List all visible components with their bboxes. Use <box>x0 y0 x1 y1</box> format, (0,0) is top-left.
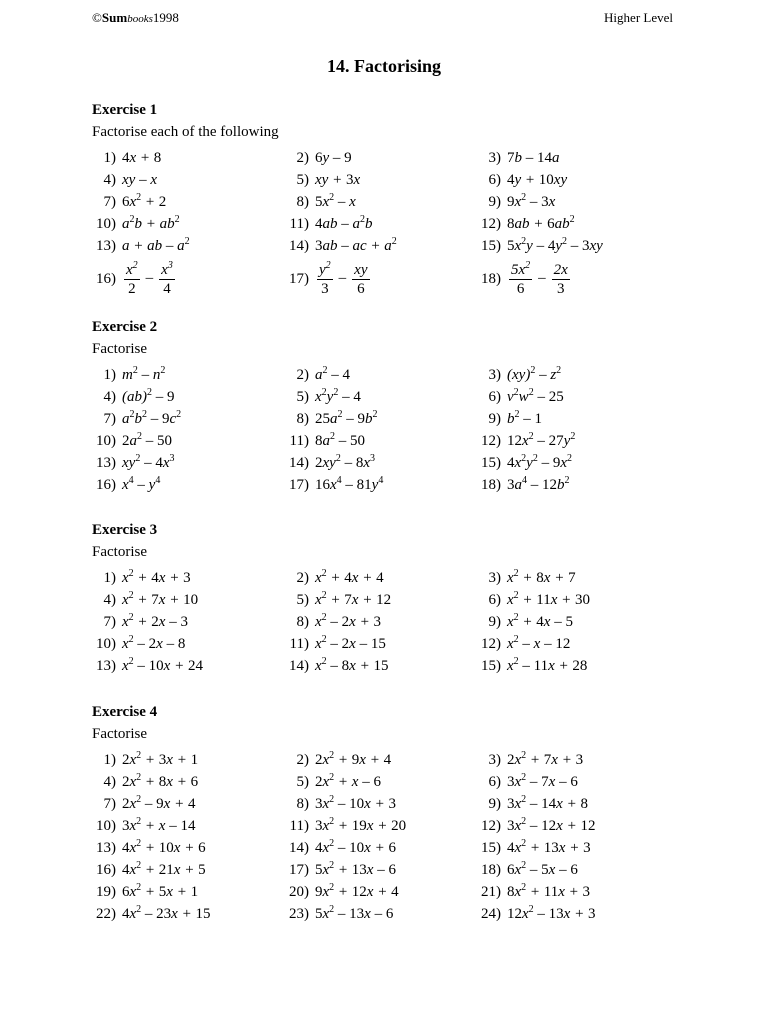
question-expression: $6x^2 + 2$ <box>122 191 167 210</box>
question-expression: $x^2 + 7x + 12$ <box>315 589 392 608</box>
question-number: 10) <box>96 635 116 652</box>
question-number: 7) <box>103 795 116 812</box>
exercise-instruction: Factorise <box>92 544 147 560</box>
exercise-instruction: Factorise each of the following <box>92 124 279 140</box>
exercise-grid <box>92 147 712 301</box>
question-item <box>92 364 165 386</box>
question-expression: $x^2 - 2x + 3$ <box>315 611 381 630</box>
question-expression: $4x^2 + 10x + 6$ <box>122 837 206 856</box>
question-item <box>285 408 378 430</box>
question-item <box>477 235 603 257</box>
question-number: 12) <box>481 635 501 652</box>
question-expression: $a^2b + ab^2$ <box>122 213 180 232</box>
question-item <box>285 364 350 386</box>
question-item <box>92 169 157 191</box>
question-item <box>477 364 561 386</box>
question-expression: $x^2 + 4x + 3$ <box>122 567 191 586</box>
question-number: 4) <box>103 171 116 188</box>
question-expression: $x^2$ – x – 12 <box>507 633 571 652</box>
question-item <box>477 749 583 771</box>
question-expression: $4x^2 - 23x + 15$ <box>122 903 211 922</box>
question-expression: $2x^2 + 9x + 4$ <box>315 749 392 768</box>
exercise-row <box>92 169 712 191</box>
question-expression: $a^2 - 4$ <box>315 364 350 383</box>
question-item <box>285 257 372 301</box>
question-item <box>477 567 576 589</box>
question-number: 4) <box>103 388 116 405</box>
question-item <box>477 771 578 793</box>
question-item <box>477 452 572 474</box>
question-item <box>477 881 590 903</box>
question-item <box>477 386 564 408</box>
question-item <box>285 235 397 257</box>
exercise-row <box>92 859 712 881</box>
question-item <box>477 430 575 452</box>
exercise-row <box>92 191 712 213</box>
question-expression: $b^2 - 1$ <box>507 408 542 427</box>
question-number: 18) <box>481 270 501 287</box>
question-number: 16) <box>96 861 116 878</box>
exercise-row <box>92 430 712 452</box>
question-item <box>92 191 166 213</box>
question-item <box>285 611 381 633</box>
header-year: 1998 <box>152 10 179 25</box>
question-expression: 6y – 9 <box>315 149 352 166</box>
question-item <box>92 837 206 859</box>
question-number: 2) <box>296 569 309 586</box>
question-number: 7) <box>103 613 116 630</box>
question-number: 1) <box>103 149 116 166</box>
question-number: 3) <box>488 569 501 586</box>
question-expression: a + ab – $a^2$ <box>122 235 190 254</box>
question-item <box>477 837 591 859</box>
exercise-row <box>92 611 712 633</box>
question-item <box>285 815 406 837</box>
exercise-4 <box>92 701 712 925</box>
question-number: 5) <box>296 773 309 790</box>
question-expression: $x^2 + 11x + 30$ <box>507 589 591 608</box>
question-expression: $x^2 - 10x + 24$ <box>122 655 203 674</box>
question-expression: $5x^2$ – x <box>315 191 356 210</box>
question-item <box>92 749 198 771</box>
question-expression: $12x^2 - 27y^2$ <box>507 430 576 449</box>
page-title: 14. Factorising <box>327 56 441 76</box>
question-expression: 4y + 10xy <box>507 171 568 188</box>
question-expression: $3x^2 + 19x + 20$ <box>315 815 407 834</box>
exercise-row <box>92 655 712 677</box>
question-number: 16) <box>96 476 116 493</box>
question-expression: 4x + 8 <box>122 149 162 166</box>
question-item <box>285 771 381 793</box>
question-number: 9) <box>488 795 501 812</box>
question-number: 11) <box>289 635 309 652</box>
question-expression: $x^2 - 2x - 15$ <box>315 633 386 652</box>
question-expression: $6x^2 - 5x - 6$ <box>507 859 578 878</box>
question-item <box>92 408 181 430</box>
question-number: 4) <box>103 591 116 608</box>
question-expression: $x^2 + 4x + 4$ <box>315 567 384 586</box>
question-number: 18) <box>481 476 501 493</box>
exercise-row <box>92 386 712 408</box>
question-item <box>477 793 588 815</box>
question-item <box>285 147 352 169</box>
question-item <box>92 257 177 301</box>
exercise-row <box>92 452 712 474</box>
fraction: $\frac{x^2}{2}$ <box>126 259 138 297</box>
exercise-title: Exercise 2 <box>92 319 158 335</box>
question-number: 2) <box>296 149 309 166</box>
exercise-title: Exercise 1 <box>92 102 158 118</box>
question-number: 6) <box>488 388 501 405</box>
exercise-grid <box>92 749 712 925</box>
exercise-row <box>92 235 712 257</box>
question-number: 14) <box>289 839 309 856</box>
exercise-instruction: Factorise <box>92 341 147 357</box>
question-number: 3) <box>488 366 501 383</box>
question-expression: $2x^2 - 9x + 4$ <box>122 793 196 812</box>
question-number: 8) <box>296 410 309 427</box>
question-expression: $8x^2 + 11x + 3$ <box>507 881 591 900</box>
question-expression: $2x^2 + 3x + 1$ <box>122 749 199 768</box>
question-number: 20) <box>289 883 309 900</box>
question-item <box>92 567 191 589</box>
exercise-2 <box>92 316 712 496</box>
question-number: 10) <box>96 215 116 232</box>
exercise-row <box>92 364 712 386</box>
question-item <box>285 749 391 771</box>
question-number: 1) <box>103 366 116 383</box>
question-number: 11) <box>289 215 309 232</box>
question-number: 6) <box>488 171 501 188</box>
fraction: $\frac{5x^2}{6}$ <box>511 259 531 297</box>
question-item <box>285 386 361 408</box>
question-number: 15) <box>481 839 501 856</box>
question-number: 17) <box>289 476 309 493</box>
question-item <box>285 567 384 589</box>
question-number: 5) <box>296 388 309 405</box>
question-item <box>285 213 373 235</box>
question-item <box>285 452 375 474</box>
question-item <box>285 881 399 903</box>
question-expression: $8a^2 - 50$ <box>315 430 365 449</box>
exercise-title: Exercise 4 <box>92 704 158 720</box>
question-number: 13) <box>96 454 116 471</box>
question-expression: $4x^2 + 13x + 3$ <box>507 837 591 856</box>
question-item <box>285 589 391 611</box>
question-number: 17) <box>289 270 309 287</box>
question-expression: $5x^2 - 13x - 6$ <box>315 903 394 922</box>
exercise-title: Exercise 3 <box>92 522 158 538</box>
question-expression: $(xy)^2 - z^2$ <box>507 364 562 383</box>
question-expression: $16x^4 - 81y^4$ <box>315 474 384 493</box>
question-number: 15) <box>481 657 501 674</box>
question-expression: $x^2 + 2x - 3$ <box>122 611 188 630</box>
question-number: 6) <box>488 591 501 608</box>
question-item <box>285 793 396 815</box>
exercise-row <box>92 837 712 859</box>
question-item <box>285 169 360 191</box>
question-item <box>92 633 185 655</box>
question-item <box>477 859 578 881</box>
question-expression: $4x^2 + 21x + 5$ <box>122 859 206 878</box>
exercise-row <box>92 815 712 837</box>
question-number: 3) <box>488 149 501 166</box>
question-number: 13) <box>96 237 116 254</box>
question-number: 14) <box>289 237 309 254</box>
fraction: $\frac{xy}{6}$ <box>354 261 368 297</box>
exercise-row <box>92 213 712 235</box>
exercise-row <box>92 633 712 655</box>
brand-name: Sum <box>101 10 128 25</box>
question-number: 8) <box>296 193 309 210</box>
question-number: 18) <box>481 861 501 878</box>
question-item <box>285 191 356 213</box>
question-expression: $x^4 - y^4$ <box>122 474 161 493</box>
question-expression: (ab)$^2$ – 9 <box>122 386 175 405</box>
question-expression: $5x^2 + 13x - 6$ <box>315 859 396 878</box>
question-number: 17) <box>289 861 309 878</box>
question-item <box>92 611 188 633</box>
question-number: 5) <box>296 591 309 608</box>
question-item <box>92 213 180 235</box>
question-number: 9) <box>488 193 501 210</box>
question-expression: $4ab - a^2b$ <box>315 213 373 232</box>
question-item <box>285 859 396 881</box>
fraction: $\frac{y^2}{3}$ <box>319 259 331 297</box>
question-item <box>92 903 210 925</box>
question-number: 7) <box>103 410 116 427</box>
question-expression: $2x^2 + x - 6$ <box>315 771 381 790</box>
question-item <box>477 655 587 677</box>
question-number: 16) <box>96 270 116 287</box>
question-item <box>92 235 190 257</box>
question-item <box>285 837 396 859</box>
question-expression: $\frac{x^2}{2}$ – $\frac{x^3}{4}$ <box>126 259 173 297</box>
copyright-symbol: © <box>92 10 102 25</box>
question-item <box>92 815 195 837</box>
question-expression: $\frac{5x^2}{6}$ – $\frac{2x}{3}$ <box>511 259 568 297</box>
question-item <box>285 633 386 655</box>
exercise-grid <box>92 567 712 677</box>
exercise-instruction: Factorise <box>92 726 147 742</box>
question-expression: $2a^2 - 50$ <box>122 430 172 449</box>
exercise-row <box>92 147 712 169</box>
question-expression: xy – x <box>122 171 157 188</box>
question-number: 14) <box>289 657 309 674</box>
question-number: 10) <box>96 817 116 834</box>
question-expression: $4x^2 - 10x + 6$ <box>315 837 396 856</box>
question-expression: $2x^2 + 7x + 3$ <box>507 749 584 768</box>
question-item <box>92 386 175 408</box>
question-expression: $9x^2 - 3x$ <box>507 191 556 210</box>
question-number: 8) <box>296 795 309 812</box>
question-number: 19) <box>96 883 116 900</box>
question-item <box>92 655 203 677</box>
question-number: 21) <box>481 883 501 900</box>
question-item <box>477 408 542 430</box>
question-expression: $4x^2y^2 - 9x^2$ <box>507 452 573 471</box>
question-item <box>92 771 198 793</box>
question-number: 8) <box>296 613 309 630</box>
question-number: 5) <box>296 171 309 188</box>
question-item <box>477 257 572 301</box>
exercise-row <box>92 903 712 925</box>
question-item <box>477 815 595 837</box>
question-expression: $2x^2 + 8x + 6$ <box>122 771 199 790</box>
question-expression: $3x^2 - 7x - 6$ <box>507 771 578 790</box>
question-item <box>285 903 393 925</box>
question-item <box>92 859 206 881</box>
question-expression: $5x^2y - 4y^2 - 3xy$ <box>507 235 603 254</box>
exercise-1 <box>92 99 712 301</box>
question-number: 2) <box>296 751 309 768</box>
question-expression: $\frac{y^2}{3}$ – $\frac{xy}{6}$ <box>319 259 368 297</box>
exercise-row <box>92 408 712 430</box>
question-expression: $m^2 - n^2$ <box>122 364 166 383</box>
question-number: 12) <box>481 432 501 449</box>
question-expression: $x^2 + 8x + 7$ <box>507 567 576 586</box>
question-item <box>477 589 590 611</box>
question-number: 15) <box>481 237 501 254</box>
question-item <box>477 191 555 213</box>
question-number: 1) <box>103 751 116 768</box>
fraction: $\frac{x^3}{4}$ <box>161 259 173 297</box>
question-item <box>92 881 198 903</box>
question-item <box>92 589 198 611</box>
question-number: 11) <box>289 432 309 449</box>
question-expression: $3x^2 - 10x + 3$ <box>315 793 396 812</box>
question-number: 12) <box>481 817 501 834</box>
question-item <box>92 452 175 474</box>
question-number: 22) <box>96 905 116 922</box>
question-expression: $xy^2 - 4x^3$ <box>122 452 175 471</box>
exercise-row <box>92 474 712 496</box>
exercise-row <box>92 749 712 771</box>
exercise-row <box>92 881 712 903</box>
question-number: 4) <box>103 773 116 790</box>
question-number: 1) <box>103 569 116 586</box>
question-item <box>477 611 573 633</box>
exercise-3 <box>92 519 712 677</box>
question-item <box>92 147 161 169</box>
question-item <box>285 474 383 496</box>
question-item <box>92 474 160 496</box>
question-expression: $x^2 + 4x - 5$ <box>507 611 573 630</box>
question-number: 13) <box>96 657 116 674</box>
question-number: 7) <box>103 193 116 210</box>
exercise-grid <box>92 364 712 496</box>
question-expression: $2xy^2 - 8x^3$ <box>315 452 375 471</box>
question-item <box>477 147 560 169</box>
exercise-row <box>92 257 712 301</box>
question-number: 15) <box>481 454 501 471</box>
question-expression: $8ab + 6ab^2$ <box>507 213 575 232</box>
question-item <box>477 213 575 235</box>
question-expression: 7b – 14a <box>507 149 560 166</box>
question-number: 6) <box>488 773 501 790</box>
question-item <box>477 169 567 191</box>
fraction: $\frac{2x}{3}$ <box>553 261 568 297</box>
question-number: 10) <box>96 432 116 449</box>
question-item <box>477 474 570 496</box>
question-expression: $3x^2 - 14x + 8$ <box>507 793 588 812</box>
question-number: 12) <box>481 215 501 232</box>
question-number: 9) <box>488 410 501 427</box>
question-number: 24) <box>481 905 501 922</box>
question-number: 3) <box>488 751 501 768</box>
question-number: 2) <box>296 366 309 383</box>
question-expression: $3x^2 + x - 14$ <box>122 815 196 834</box>
question-item <box>477 903 595 925</box>
exercise-row <box>92 793 712 815</box>
question-expression: $v^2w^2 - 25$ <box>507 386 564 405</box>
question-expression: 3ab – ac + $a^2$ <box>315 235 397 254</box>
question-expression: $x^2 - 11x + 28$ <box>507 655 588 674</box>
header-level: Higher Level <box>604 10 673 25</box>
exercise-row <box>92 589 712 611</box>
question-expression: $x^2y^2 - 4$ <box>315 386 361 405</box>
exercise-row <box>92 567 712 589</box>
question-expression: $3a^4 - 12b^2$ <box>507 474 570 493</box>
question-expression: $9x^2 + 12x + 4$ <box>315 881 399 900</box>
question-number: 9) <box>488 613 501 630</box>
question-expression: $12x^2 - 13x + 3$ <box>507 903 596 922</box>
question-number: 23) <box>289 905 309 922</box>
question-number: 14) <box>289 454 309 471</box>
brand-books: books <box>127 13 153 25</box>
question-expression: $3x^2 - 12x + 12$ <box>507 815 596 834</box>
question-expression: $x^2 - 8x + 15$ <box>315 655 389 674</box>
question-item <box>285 430 365 452</box>
question-expression: $6x^2 + 5x + 1$ <box>122 881 199 900</box>
question-number: 11) <box>289 817 309 834</box>
question-expression: $a^2b^2 - 9c^2$ <box>122 408 182 427</box>
question-expression: $x^2 + 7x + 10$ <box>122 589 199 608</box>
question-number: 13) <box>96 839 116 856</box>
question-item <box>92 793 195 815</box>
header-copyright <box>92 10 179 26</box>
exercise-row <box>92 771 712 793</box>
question-expression: $x^2 - 2x - 8$ <box>122 633 186 652</box>
question-expression: xy + 3x <box>315 171 361 188</box>
question-item <box>92 430 172 452</box>
question-expression: $25a^2 - 9b^2$ <box>315 408 378 427</box>
question-item <box>477 633 570 655</box>
question-item <box>285 655 388 677</box>
